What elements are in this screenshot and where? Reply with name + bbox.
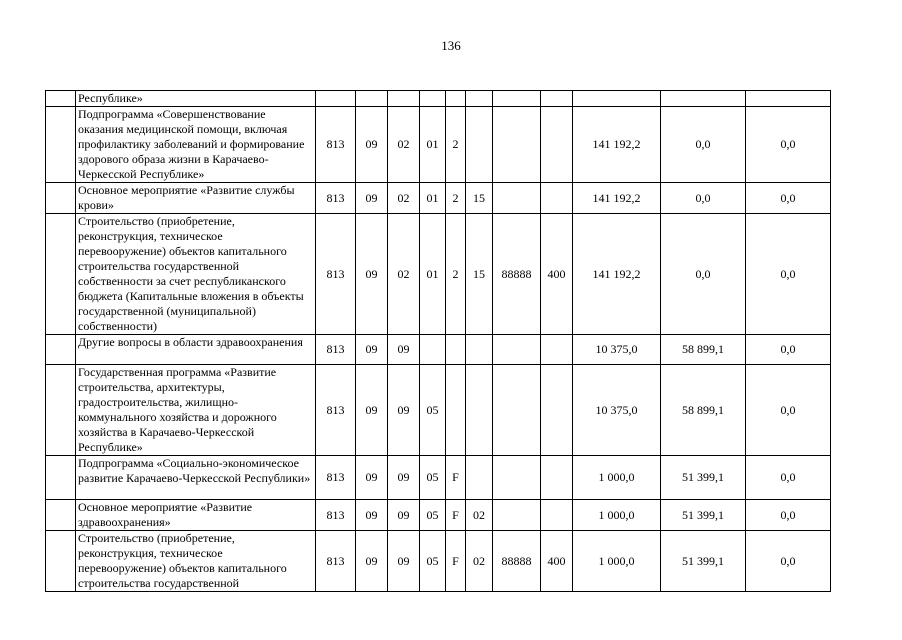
cell-blank (46, 335, 76, 365)
cell-sum-next: 0,0 (661, 183, 746, 214)
cell-grbs (316, 91, 356, 107)
cell-blank (46, 456, 76, 500)
table-row (46, 214, 831, 335)
cell-expense-type (541, 183, 573, 214)
cell-sum-current: 1 000,0 (573, 456, 661, 500)
cell-sum-after: 0,0 (746, 107, 831, 183)
cell-sum-current (573, 91, 661, 107)
cell-grbs: 813 (316, 456, 356, 500)
table-row (46, 365, 831, 456)
cell-sum-after: 0,0 (746, 531, 831, 592)
cell-event: 15 (466, 183, 493, 214)
cell-section: 09 (356, 183, 388, 214)
cell-grbs: 813 (316, 531, 356, 592)
cell-section (356, 91, 388, 107)
cell-subprogram: 2 (446, 107, 466, 183)
cell-subsection: 09 (388, 500, 420, 531)
cell-sum-next: 58 899,1 (661, 335, 746, 365)
cell-blank (46, 214, 76, 335)
cell-event: 15 (466, 214, 493, 335)
cell-program: 01 (420, 183, 446, 214)
cell-section: 09 (356, 107, 388, 183)
cell-sum-after: 0,0 (746, 500, 831, 531)
cell-direction (493, 183, 541, 214)
cell-direction: 88888 (493, 531, 541, 592)
cell-direction (493, 365, 541, 456)
cell-sum-next (661, 91, 746, 107)
cell-grbs: 813 (316, 183, 356, 214)
cell-section: 09 (356, 456, 388, 500)
cell-sum-after: 0,0 (746, 335, 831, 365)
cell-subsection: 09 (388, 365, 420, 456)
cell-blank (46, 500, 76, 531)
cell-sum-current: 141 192,2 (573, 183, 661, 214)
cell-subsection: 09 (388, 531, 420, 592)
cell-sum-next: 58 899,1 (661, 365, 746, 456)
cell-blank (46, 531, 76, 592)
cell-direction (493, 500, 541, 531)
cell-subprogram: F (446, 456, 466, 500)
cell-name: Основное мероприятие «Развитие здравоохранения» (76, 500, 316, 531)
page-number: 136 (441, 38, 461, 53)
table-row (46, 456, 831, 500)
cell-name: Государственная программа «Развитие строительства, архитектуры, градостроительства, жилищно-коммунального хозяйства и дорожного хозяйства в Карачаево-Черкесской Республике» (76, 365, 316, 456)
cell-subprogram: 2 (446, 183, 466, 214)
cell-subprogram (446, 365, 466, 456)
cell-grbs: 813 (316, 214, 356, 335)
cell-subsection: 02 (388, 107, 420, 183)
table-row (46, 500, 831, 531)
cell-program: 05 (420, 500, 446, 531)
cell-program: 05 (420, 365, 446, 456)
cell-name: Подпрограмма «Совершенствование оказания медицинской помощи, включая профилактику заболеваний и формирование здорового образа жизни в Карачаево-Черкесской Республике» (76, 107, 316, 183)
cell-subprogram (446, 91, 466, 107)
cell-program (420, 91, 446, 107)
cell-subprogram: F (446, 500, 466, 531)
cell-event (466, 335, 493, 365)
cell-event: 02 (466, 500, 493, 531)
cell-expense-type (541, 500, 573, 531)
cell-program: 05 (420, 531, 446, 592)
cell-sum-after: 0,0 (746, 214, 831, 335)
cell-sum-next: 0,0 (661, 107, 746, 183)
cell-sum-current: 1 000,0 (573, 531, 661, 592)
cell-sum-current: 1 000,0 (573, 500, 661, 531)
cell-subsection: 09 (388, 456, 420, 500)
cell-sum-after: 0,0 (746, 365, 831, 456)
cell-event (466, 91, 493, 107)
cell-blank (46, 183, 76, 214)
cell-sum-current: 10 375,0 (573, 335, 661, 365)
cell-grbs: 813 (316, 365, 356, 456)
cell-expense-type (541, 107, 573, 183)
cell-sum-current: 141 192,2 (573, 214, 661, 335)
cell-subprogram: 2 (446, 214, 466, 335)
cell-event (466, 365, 493, 456)
cell-sum-next: 51 399,1 (661, 531, 746, 592)
cell-expense-type: 400 (541, 214, 573, 335)
cell-blank (46, 107, 76, 183)
cell-direction (493, 335, 541, 365)
cell-program (420, 335, 446, 365)
cell-subsection: 02 (388, 183, 420, 214)
cell-name: Другие вопросы в области здравоохранения (76, 335, 316, 365)
cell-name: Строительство (приобретение, реконструкция, техническое перевооружение) объектов капитального строительства государственной (76, 531, 316, 592)
table-row (46, 531, 831, 592)
cell-name: Строительство (приобретение, реконструкция, техническое перевооружение) объектов капитального строительства государственной собственности за счет республиканского бюджета (Капитальные вложения в объекты государственной (муниципальной) собственности) (76, 214, 316, 335)
cell-direction (493, 107, 541, 183)
cell-expense-type (541, 456, 573, 500)
table-row (46, 107, 831, 183)
cell-event (466, 107, 493, 183)
cell-blank (46, 365, 76, 456)
cell-program: 01 (420, 107, 446, 183)
cell-name: Подпрограмма «Социально-экономическое развитие Карачаево-Черкесской Республики» (76, 456, 316, 500)
cell-sum-next: 0,0 (661, 214, 746, 335)
cell-sum-after (746, 91, 831, 107)
cell-direction (493, 456, 541, 500)
cell-section: 09 (356, 500, 388, 531)
cell-subsection: 09 (388, 335, 420, 365)
budget-table (45, 90, 831, 592)
cell-name: Республике» (76, 91, 316, 107)
cell-subprogram (446, 335, 466, 365)
cell-expense-type (541, 91, 573, 107)
table-body (46, 91, 831, 592)
cell-grbs: 813 (316, 107, 356, 183)
table-row (46, 91, 831, 107)
table-row (46, 335, 831, 365)
cell-section: 09 (356, 531, 388, 592)
cell-section: 09 (356, 214, 388, 335)
cell-expense-type (541, 335, 573, 365)
cell-expense-type: 400 (541, 531, 573, 592)
table-row (46, 183, 831, 214)
cell-direction: 88888 (493, 214, 541, 335)
cell-grbs: 813 (316, 335, 356, 365)
cell-section: 09 (356, 335, 388, 365)
cell-sum-after: 0,0 (746, 183, 831, 214)
cell-event: 02 (466, 531, 493, 592)
cell-blank (46, 91, 76, 107)
cell-sum-after: 0,0 (746, 456, 831, 500)
cell-sum-next: 51 399,1 (661, 500, 746, 531)
cell-event (466, 456, 493, 500)
cell-program: 05 (420, 456, 446, 500)
cell-sum-current: 141 192,2 (573, 107, 661, 183)
cell-subsection (388, 91, 420, 107)
cell-section: 09 (356, 365, 388, 456)
cell-sum-next: 51 399,1 (661, 456, 746, 500)
cell-expense-type (541, 365, 573, 456)
cell-name: Основное мероприятие «Развитие службы крови» (76, 183, 316, 214)
cell-grbs: 813 (316, 500, 356, 531)
cell-subsection: 02 (388, 214, 420, 335)
cell-program: 01 (420, 214, 446, 335)
cell-sum-current: 10 375,0 (573, 365, 661, 456)
cell-direction (493, 91, 541, 107)
cell-subprogram: F (446, 531, 466, 592)
